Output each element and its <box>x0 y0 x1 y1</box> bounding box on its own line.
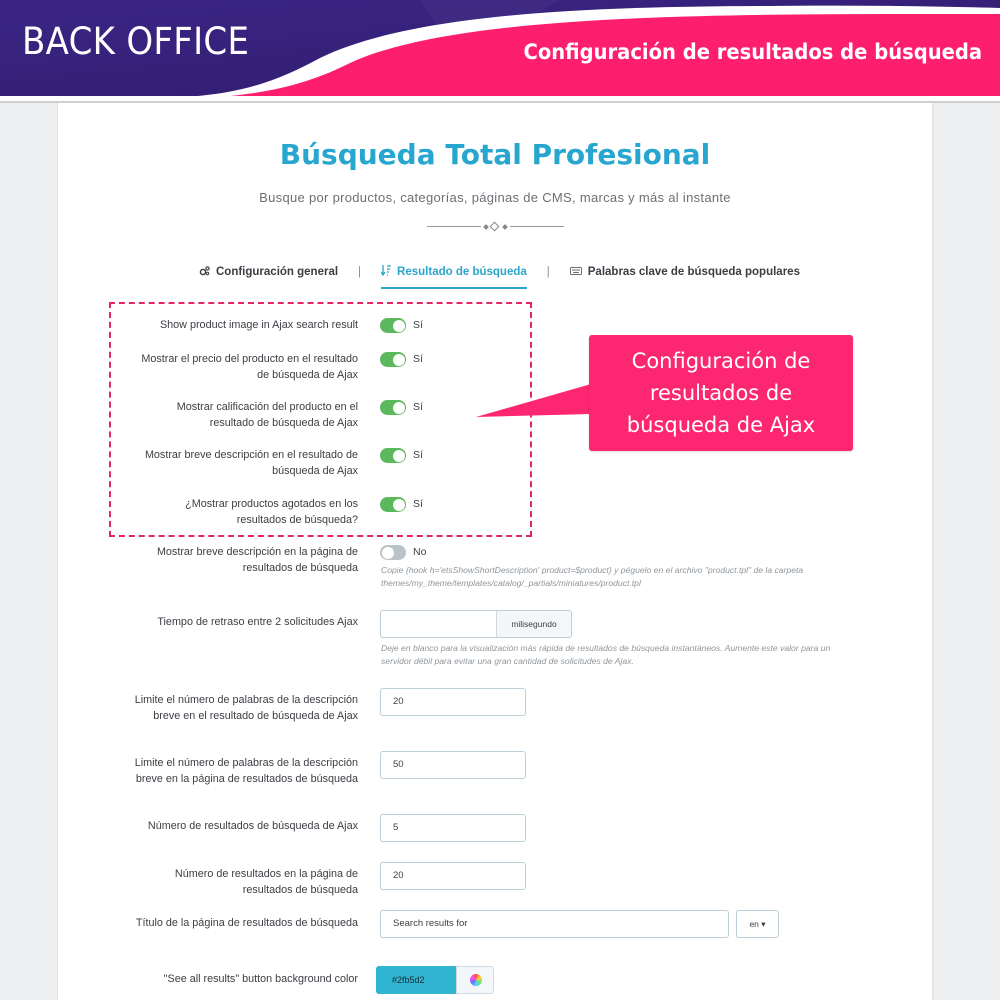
chevron-down-icon: ▾ <box>761 919 766 929</box>
toggle-value: Sí <box>413 319 423 331</box>
keyboard-icon <box>570 266 582 278</box>
tab-configuracion-general[interactable] <box>199 266 338 283</box>
setting-label: Mostrar el precio del producto en el resultado de búsqueda de Ajax <box>141 353 358 381</box>
tab-label: Configuración general <box>216 266 339 278</box>
right-gutter <box>932 103 1000 1000</box>
toggle-show-rating[interactable] <box>380 400 406 415</box>
ajax-description-word-limit-input[interactable]: 20 <box>380 688 526 716</box>
ornament-divider <box>427 225 564 229</box>
results-page-description-word-limit-input[interactable]: 50 <box>380 751 526 779</box>
top-rule <box>0 101 1000 103</box>
toggle-knob <box>393 354 405 366</box>
delay-input[interactable] <box>380 610 497 638</box>
tab-separator: | <box>546 266 550 278</box>
toggle-knob <box>393 450 405 462</box>
setting-label: Mostrar calificación del producto en el resultado de búsqueda de Ajax <box>176 401 358 429</box>
setting-label: Limite el número de palabras de la descripción breve en la página de resultados de búsqueda <box>134 757 358 785</box>
toggle-knob <box>382 547 394 559</box>
setting-label: "See all results" button background color <box>163 973 358 985</box>
setting-label: Show product image in Ajax search result <box>159 319 358 331</box>
toggle-show-product-image[interactable] <box>380 318 406 333</box>
banner-right-title: Configuración de resultados de búsqueda <box>523 40 982 64</box>
toggle-show-price[interactable] <box>380 352 406 367</box>
gears-icon <box>199 266 210 279</box>
ajax-results-count-input[interactable]: 5 <box>380 814 526 842</box>
banner-left-title: BACK OFFICE <box>22 20 250 63</box>
module-title: Búsqueda Total Profesional <box>279 138 711 171</box>
results-page-count-input[interactable]: 20 <box>380 862 526 890</box>
tab-label: Resultado de búsqueda <box>397 266 527 278</box>
setting-label: Limite el número de palabras de la descripción breve en el resultado de búsqueda de Ajax <box>134 694 358 722</box>
callout-box <box>589 335 853 451</box>
left-gutter <box>0 103 58 1000</box>
toggle-value: Sí <box>413 498 423 510</box>
settings-tabs <box>199 262 800 286</box>
results-page-title-input[interactable]: Search results for <box>380 910 729 938</box>
setting-label: Número de resultados en la página de resultados de búsqueda <box>174 868 358 896</box>
setting-label: Tiempo de retraso entre 2 solicitudes Ajax <box>157 616 358 628</box>
module-subtitle: Busque por productos, categorías, páginas de CMS, marcas y más al instante <box>259 190 731 205</box>
banner <box>0 0 1000 100</box>
toggle-knob <box>393 402 405 414</box>
toggle-knob <box>393 320 405 332</box>
toggle-value: Sí <box>413 401 423 413</box>
setting-label: Mostrar breve descripción en el resultado de búsqueda de Ajax <box>144 449 358 477</box>
toggle-show-short-description[interactable] <box>380 448 406 463</box>
color-wheel-icon <box>470 974 482 986</box>
hook-hint: Copie {hook h='etsShowShortDescription' product=$product} y péguelo en el archivo "product.tpl" de la carpeta themes/my_theme/templates/catalog/_partials/miniatures/product.tpl <box>381 565 804 588</box>
tab-separator: | <box>358 266 362 278</box>
setting-label: Mostrar breve descripción en la página de resultados de búsqueda <box>156 546 358 574</box>
callout-text: Configuración de resultados de búsqueda de Ajax <box>626 349 816 437</box>
tab-palabras-clave[interactable] <box>570 266 800 282</box>
setting-label: Título de la página de resultados de búsqueda <box>135 917 358 929</box>
toggle-short-description-results-page[interactable] <box>380 545 406 560</box>
tab-label: Palabras clave de búsqueda populares <box>587 266 800 278</box>
toggle-knob <box>393 499 405 511</box>
callout-pointer <box>476 380 596 420</box>
toggle-value: No <box>413 546 427 558</box>
setting-label: Número de resultados de búsqueda de Ajax <box>147 820 358 832</box>
language-code: en <box>749 919 759 929</box>
setting-label: ¿Mostrar productos agotados en los resultados de búsqueda? <box>185 498 358 526</box>
toggle-value: Sí <box>413 353 423 365</box>
toggle-value: Sí <box>413 449 423 461</box>
toggle-show-out-of-stock[interactable] <box>380 497 406 512</box>
delay-unit-addon: milisegundo <box>496 610 572 638</box>
button-color-input[interactable]: #2fb5d2 <box>376 966 456 994</box>
delay-hint: Deje en blanco para la visualización más rápida de resultados de búsqueda instantáneos. Aumente este valor para un servidor débil para evitar una gran cantidad de solicitudes de Ajax. <box>381 643 831 666</box>
language-dropdown[interactable] <box>736 910 779 938</box>
color-picker-button[interactable] <box>456 966 494 994</box>
sort-icon <box>381 265 391 279</box>
tab-resultado-de-busqueda[interactable] <box>381 265 527 283</box>
